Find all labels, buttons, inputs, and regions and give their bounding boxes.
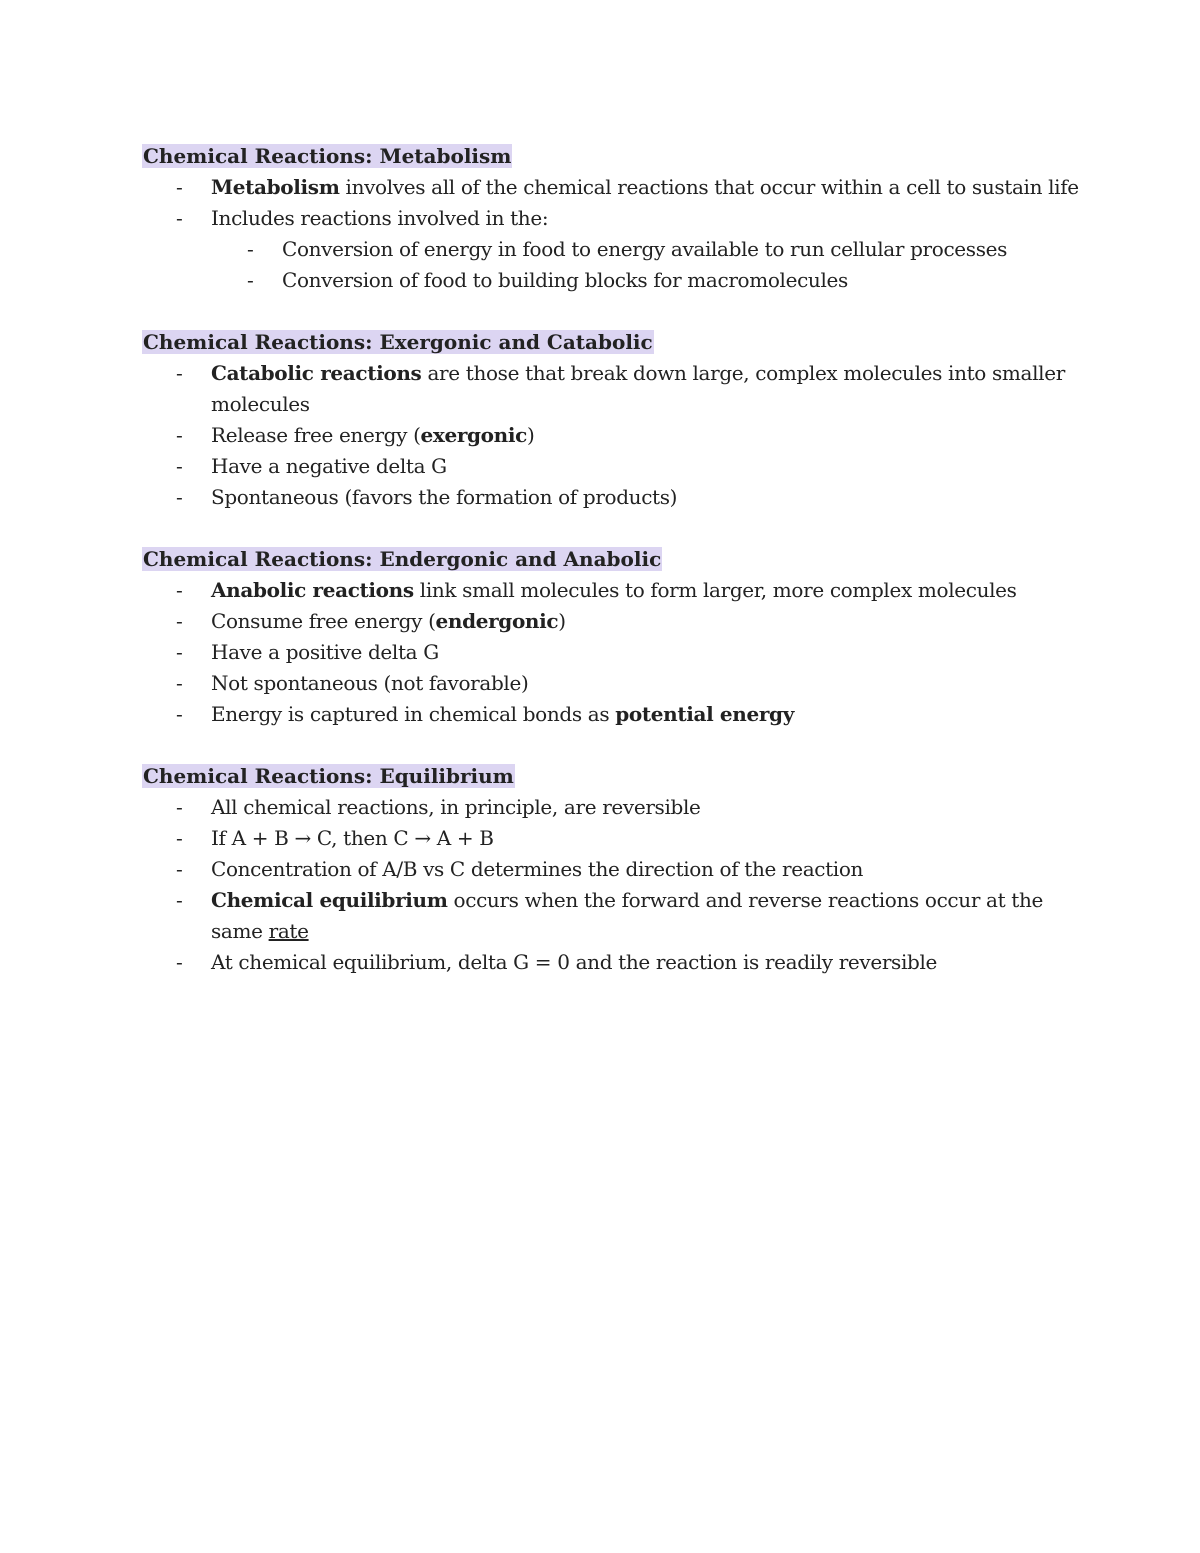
bold-term: Metabolism xyxy=(211,175,340,199)
list-item xyxy=(142,172,1082,203)
item-text: ) xyxy=(526,423,535,447)
bullet-dash: - xyxy=(176,826,183,850)
section-endergonic-anabolic xyxy=(142,544,1082,730)
bold-term: Chemical equilibrium xyxy=(211,888,448,912)
item-text: involves all of the chemical reactions that occur within a cell to sustain life xyxy=(339,175,1079,199)
section-heading xyxy=(142,544,1082,575)
bullet-dash: - xyxy=(247,268,254,292)
bullet-dash: - xyxy=(176,702,183,726)
item-text: Consume free energy ( xyxy=(211,609,436,633)
item-text: Conversion of energy in food to energy available to run cellular processes xyxy=(282,237,1008,261)
list-item xyxy=(142,823,1082,854)
item-text: Conversion of food to building blocks for macromolecules xyxy=(282,268,848,292)
list-item xyxy=(142,606,1082,637)
section-exergonic-catabolic xyxy=(142,327,1082,513)
list-item xyxy=(142,699,1082,730)
item-text: Energy is captured in chemical bonds as xyxy=(211,702,616,726)
sub-list-item xyxy=(142,265,1082,296)
sub-list-item xyxy=(142,234,1082,265)
list-item xyxy=(142,668,1082,699)
underlined-text: rate xyxy=(268,919,309,943)
list-item xyxy=(142,203,1082,234)
bullet-dash: - xyxy=(176,454,183,478)
bullet-dash: - xyxy=(176,206,183,230)
heading-highlight: Chemical Reactions: Endergonic and Anabolic xyxy=(143,547,662,571)
bold-term: Anabolic reactions xyxy=(211,578,414,602)
item-text: Have a positive delta G xyxy=(211,640,439,664)
bullet-dash: - xyxy=(176,950,183,974)
heading-highlight: Chemical Reactions: Equilibrium xyxy=(143,764,514,788)
item-text: link small molecules to form larger, more complex molecules xyxy=(413,578,1017,602)
bullet-dash: - xyxy=(176,640,183,664)
item-text: At chemical equilibrium, delta G = 0 and the reaction is readily reversible xyxy=(211,950,937,974)
bullet-dash: - xyxy=(176,888,183,912)
bold-term: exergonic xyxy=(420,423,527,447)
bullet-dash: - xyxy=(176,485,183,509)
section-equilibrium xyxy=(142,761,1082,978)
list-item xyxy=(142,358,1082,420)
heading-highlight: Chemical Reactions: Exergonic and Catabolic xyxy=(143,330,653,354)
item-text: Concentration of A/B vs C determines the direction of the reaction xyxy=(211,857,864,881)
section-heading xyxy=(142,761,1082,792)
bullet-dash: - xyxy=(176,361,183,385)
item-text: are those that break down large, complex molecules into smaller molecules xyxy=(211,361,1065,416)
list-item xyxy=(142,451,1082,482)
document-content xyxy=(142,141,1082,1009)
list-item xyxy=(142,420,1082,451)
bullet-dash: - xyxy=(247,237,254,261)
heading-highlight: Chemical Reactions: Metabolism xyxy=(143,144,512,168)
item-text: Release free energy ( xyxy=(211,423,421,447)
bullet-dash: - xyxy=(176,857,183,881)
list-item xyxy=(142,637,1082,668)
bullet-dash: - xyxy=(176,795,183,819)
list-item xyxy=(142,482,1082,513)
item-text: Includes reactions involved in the: xyxy=(211,206,549,230)
list-item xyxy=(142,575,1082,606)
bullet-dash: - xyxy=(176,423,183,447)
item-text: ) xyxy=(558,609,566,633)
list-item xyxy=(142,854,1082,885)
item-text: occurs when the forward and reverse reactions occur at the same xyxy=(211,888,1044,943)
bold-term: potential energy xyxy=(615,702,794,726)
list-item xyxy=(142,947,1082,978)
item-text: All chemical reactions, in principle, are reversible xyxy=(211,795,701,819)
bold-term: Catabolic reactions xyxy=(211,361,422,385)
bullet-dash: - xyxy=(176,175,183,199)
bullet-dash: - xyxy=(176,671,183,695)
item-text: Not spontaneous (not favorable) xyxy=(211,671,529,695)
section-heading xyxy=(142,327,1082,358)
item-text: Spontaneous (favors the formation of products) xyxy=(211,485,678,509)
item-text: If A + B → C, then C → A + B xyxy=(211,826,494,850)
section-metabolism xyxy=(142,141,1082,296)
list-item xyxy=(142,792,1082,823)
bold-term: endergonic xyxy=(435,609,559,633)
bullet-dash: - xyxy=(176,609,183,633)
bullet-dash: - xyxy=(176,578,183,602)
section-heading xyxy=(142,141,1082,172)
list-item xyxy=(142,885,1082,947)
item-text: Have a negative delta G xyxy=(211,454,447,478)
